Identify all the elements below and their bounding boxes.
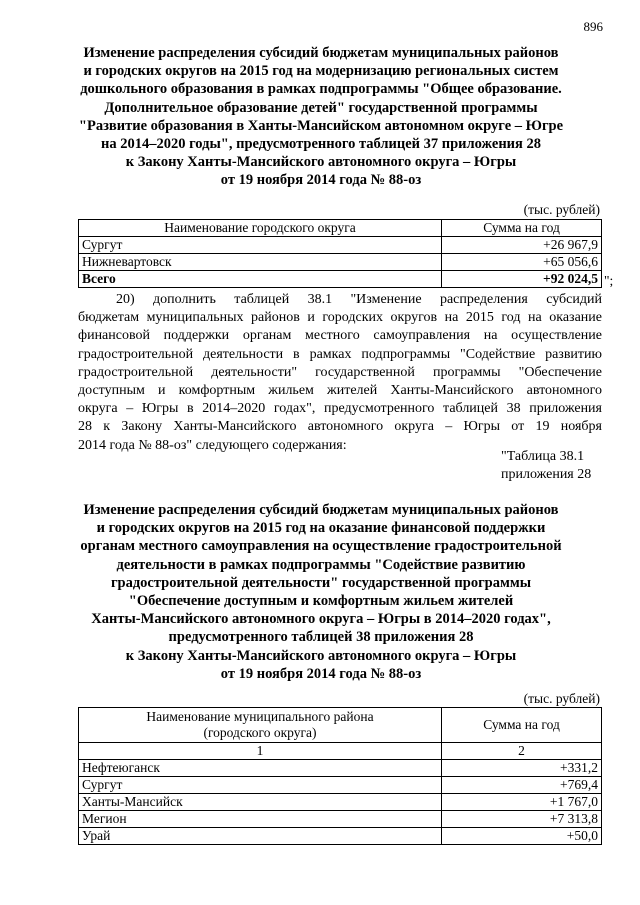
paragraph-line: 20) дополнить таблицей 38.1 "Изменение распределения субсидий — [116, 292, 602, 307]
total-amount: +92 024,5 — [442, 271, 602, 288]
units-label: (тыс. рублей) — [523, 202, 600, 217]
amount-cell: +50,0 — [442, 828, 602, 845]
heading-line: и городских округов на 2015 год на оказание финансовой поддержки — [96, 520, 546, 537]
table-row — [79, 777, 602, 794]
district-name: Урай — [79, 828, 442, 845]
table-row — [79, 811, 602, 828]
table-row — [79, 254, 602, 271]
heading-line: деятельности в рамках подпрограммы "Содействие развитию — [116, 556, 526, 573]
district-name: Мегион — [79, 811, 442, 828]
heading-line: "Развитие образования в Ханты-Мансийском автономном округе – Югре — [78, 117, 564, 134]
paragraph-line: округа – Югры в 2014–2020 годах", предусмотренного таблицей 38 приложения — [78, 401, 602, 417]
heading-line: предусмотренного таблицей 38 приложения 28 — [168, 629, 474, 646]
heading-line: на 2014–2020 годы", предусмотренного таблицей 37 приложения 28 — [100, 136, 541, 153]
column-header: Наименование городского округа — [79, 220, 442, 237]
heading-line: дошкольного образования в рамках подпрограммы "Общее образование. — [80, 81, 562, 98]
district-name: Сургут — [79, 777, 442, 794]
table-row — [79, 794, 602, 811]
amount-cell: +7 313,8 — [442, 811, 602, 828]
heading-line: органам местного самоуправления на осуществление градостроительной — [80, 538, 562, 555]
amount-cell: +331,2 — [442, 760, 602, 777]
paragraph-line: бюджетам муниципальных районов и городских округов на 2015 год на оказание — [78, 310, 602, 326]
district-name: Нефтеюганск — [79, 760, 442, 777]
section1-heading — [78, 44, 564, 190]
amendment-paragraph — [78, 291, 602, 455]
table-row — [79, 237, 602, 254]
column-header: Сумма на год — [442, 708, 602, 743]
paragraph-line: доступным и комфортным жильем жителей Ханты-Мансийского автономного — [78, 383, 602, 399]
heading-line: Изменение распределения субсидий бюджетам муниципальных районов — [83, 45, 559, 61]
column-number: 2 — [442, 743, 602, 760]
heading-line: Ханты-Мансийского автономного округа – Югры в 2014–2020 годах", — [91, 611, 551, 628]
table-reference-line: "Таблица 38.1 — [501, 449, 585, 464]
units-label: (тыс. рублей) — [523, 691, 600, 706]
district-name: Сургут — [79, 237, 442, 254]
column-header: Сумма на год — [442, 220, 602, 237]
heading-line: к Закону Ханты-Мансийского автономного округа – Югры — [125, 154, 517, 171]
table-reference — [501, 448, 591, 484]
quote-trailer: "; — [604, 273, 614, 288]
amount-cell: +65 056,6 — [442, 254, 602, 271]
paragraph-line: 28 к Закону Ханты-Мансийского автономного округа – Югры от 19 ноября — [78, 419, 602, 435]
amount-cell: +1 767,0 — [442, 794, 602, 811]
amount-cell: +26 967,9 — [442, 237, 602, 254]
column-header-line: Наименование муниципального района — [146, 709, 374, 724]
paragraph-line: финансовой поддержки органам местного самоуправления на осуществление — [78, 328, 602, 344]
column-header — [79, 708, 442, 743]
heading-line: от 19 ноября 2014 года № 88-оз — [220, 172, 422, 189]
total-label: Всего — [79, 271, 442, 288]
table-header-row — [79, 708, 602, 743]
table-row — [79, 760, 602, 777]
column-header-line: (городского округа) — [203, 725, 317, 740]
paragraph-line: градостроительной деятельности" государственной программы "Обеспечение — [78, 364, 602, 380]
page-number: 896 — [583, 19, 603, 34]
heading-line: Дополнительное образование детей" государственной программы — [104, 99, 538, 116]
heading-line: от 19 ноября 2014 года № 88-оз — [220, 665, 422, 682]
heading-line: и городских округов на 2015 год на модернизацию региональных систем — [83, 63, 559, 80]
district-name: Нижневартовск — [79, 254, 442, 271]
table-header-row — [79, 220, 602, 237]
paragraph-line: 2014 года № 88-оз" следующего содержания: — [78, 437, 347, 453]
table-row — [79, 828, 602, 845]
amount-cell: +769,4 — [442, 777, 602, 794]
heading-line: градостроительной деятельности" государственной программы — [110, 574, 532, 591]
district-name: Ханты-Мансийск — [79, 794, 442, 811]
paragraph-line: градостроительной деятельности в рамках подпрограммы "Содействие развитию — [78, 346, 602, 362]
heading-line: к Закону Ханты-Мансийского автономного округа – Югры — [125, 647, 517, 664]
subsidy-table-2 — [78, 707, 602, 845]
heading-line: Изменение распределения субсидий бюджетам муниципальных районов — [83, 502, 559, 518]
column-number-row — [79, 743, 602, 760]
table-reference-line: приложения 28 — [501, 467, 592, 482]
section2-heading — [78, 501, 564, 683]
table-total-row — [79, 271, 602, 288]
heading-line: "Обеспечение доступным и комфортным жильем жителей — [128, 593, 514, 610]
subsidy-table-1 — [78, 219, 602, 288]
column-number: 1 — [79, 743, 442, 760]
